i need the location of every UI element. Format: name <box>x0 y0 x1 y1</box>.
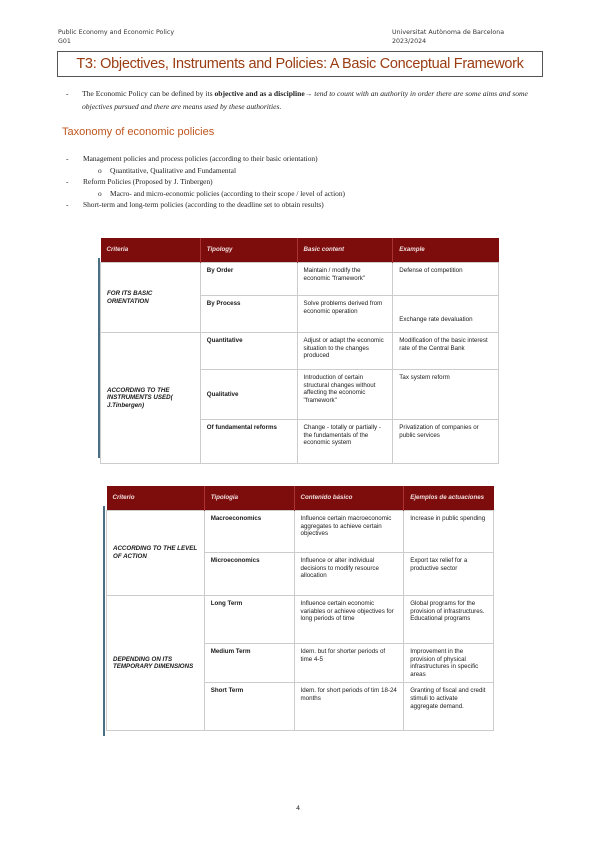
table2-side-bar <box>103 506 105 736</box>
table-cell-example: Tax system reform <box>393 370 499 420</box>
intro-bold: objective and as a discipline <box>214 89 305 98</box>
university-name: Universitat Autònoma de Barcelona <box>392 29 505 36</box>
table2-criteria-level: ACCORDING TO THE LEVEL OF ACTION <box>107 511 205 596</box>
header-left <box>58 28 174 46</box>
table-cell-type: Quantitative <box>200 333 297 370</box>
table-cell-content: Idem. for short periods of tim 18-24 months <box>294 683 404 731</box>
table-cell-type: Microeconomics <box>204 553 294 596</box>
list-item-text: Reform Policies (Proposed by J. Tinbergen) <box>83 177 213 186</box>
table-cell-content: Influence certain economic variables or achieve objectives for long periods of time <box>294 596 404 644</box>
table-cell-example: Defense of competition <box>393 263 499 296</box>
list-item-text: Macro- and micro-economic policies (according to their scope / level of action) <box>110 188 345 198</box>
bullet-marker: o <box>98 188 102 198</box>
list-item <box>66 165 546 177</box>
table1-header-criteria: Criteria <box>101 238 201 263</box>
table1 <box>100 238 499 464</box>
list-item <box>66 176 546 188</box>
arrow-icon: → <box>304 89 313 98</box>
bullet-marker: o <box>98 165 102 175</box>
page-title: T3: Objectives, Instruments and Policies: A Basic Conceptual Framework <box>76 56 524 72</box>
section-title: Taxonomy of economic policies <box>62 126 215 138</box>
table-cell-type: Of fundamental reforms <box>200 420 297 464</box>
intro-paragraph <box>66 87 546 113</box>
table-row <box>107 596 494 644</box>
table-cell-example: Increase in public spending <box>404 511 494 553</box>
table-cell-content: Change - totally or partially - the fundamentals of the economic system <box>297 420 393 464</box>
table-cell-content: Influence or alter individual decisions to modify resource allocation <box>294 553 404 596</box>
table-cell-example: Modification of the basic interest rate of the Central Bank <box>393 333 499 370</box>
table-cell-type: Long Term <box>204 596 294 644</box>
table-cell-example: Improvement in the provision of physical infrastructures in specific areas <box>404 644 494 683</box>
table1-header-tipology: Tipology <box>200 238 297 263</box>
table2-header-criterio: Criterio <box>107 486 205 511</box>
table-cell-type: Short Term <box>204 683 294 731</box>
table2 <box>106 486 494 731</box>
intro-dash: - <box>66 89 69 98</box>
intro-italic: tend to count with an authority in order there are some aims and some objectives pursued and there are means used by these authorities. <box>82 89 528 111</box>
intro-pre: The Economic Policy can be defined by its <box>82 89 215 98</box>
table-cell-example: Privatization of companies or public services <box>393 420 499 464</box>
list-item <box>66 153 546 165</box>
table2-header-ejemplos: Ejemplos de actuaciones <box>404 486 494 511</box>
table-cell-example: Granting of fiscal and credit stimuli to activate aggregate demand. <box>404 683 494 731</box>
bullet-marker: - <box>66 200 69 209</box>
table-cell-type: Qualitative <box>200 370 297 420</box>
table2-header-row <box>107 486 494 511</box>
table-cell-type: By Process <box>200 296 297 333</box>
table1-criteria-orientation: FOR ITS BASIC ORIENTATION <box>101 263 201 333</box>
table-cell-type: Macroeconomics <box>204 511 294 553</box>
table-cell-content: Adjust or adapt the economic situation to the changes produced <box>297 333 393 370</box>
table1-header-example: Example <box>393 238 499 263</box>
table-cell-content: Solve problems derived from economic operation <box>297 296 393 333</box>
table-cell-type: Medium Term <box>204 644 294 683</box>
table1-header-content: Basic content <box>297 238 393 263</box>
table-cell-example: Global programs for the provision of infrastructures. Educational programs <box>404 596 494 644</box>
header-right <box>392 28 504 46</box>
table-row <box>107 511 494 553</box>
list-item-text: Quantitative, Qualitative and Fundamental <box>110 165 237 175</box>
table-cell-content: Maintain / modify the economic "framework" <box>297 263 393 296</box>
table2-header-contenido: Contenido básico <box>294 486 404 511</box>
table-cell-content: Introduction of certain structural changes without affecting the economic "framework" <box>297 370 393 420</box>
table-cell-example: Export tax relief for a productive sector <box>404 553 494 596</box>
list-item-text: Short-term and long-term policies (according to the deadline set to obtain results) <box>83 200 324 209</box>
course-name: Public Economy and Economic Policy <box>58 29 175 36</box>
title-box <box>57 51 543 77</box>
list-item-text: Management policies and process policies (according to their basic orientation) <box>83 154 318 163</box>
table2-criteria-temporary: DEPENDING ON ITS TEMPORARY DIMENSIONS <box>107 596 205 731</box>
table1-criteria-instruments: ACCORDING TO THE INSTRUMENTS USED( J.Tinbergen) <box>101 333 201 464</box>
table-cell-type: By Order <box>200 263 297 296</box>
list-item <box>66 188 546 200</box>
bullet-list <box>66 153 546 211</box>
group-code: G01 <box>58 38 71 45</box>
table-cell-example: Exchange rate devaluation <box>393 296 499 333</box>
table-cell-content: Idem. but for shorter periods of time 4-5 <box>294 644 404 683</box>
table-cell-content: Influence certain macroeconomic aggregates to achieve certain objectives <box>294 511 404 553</box>
table-row <box>101 333 499 370</box>
table-row <box>101 263 499 296</box>
bullet-marker: - <box>66 177 69 186</box>
table2-header-tipologia: Tipología <box>204 486 294 511</box>
page-number: 4 <box>296 804 301 812</box>
table1-header-row <box>101 238 499 263</box>
bullet-marker: - <box>66 154 69 163</box>
academic-year: 2023/2024 <box>392 38 427 45</box>
list-item <box>66 199 546 211</box>
